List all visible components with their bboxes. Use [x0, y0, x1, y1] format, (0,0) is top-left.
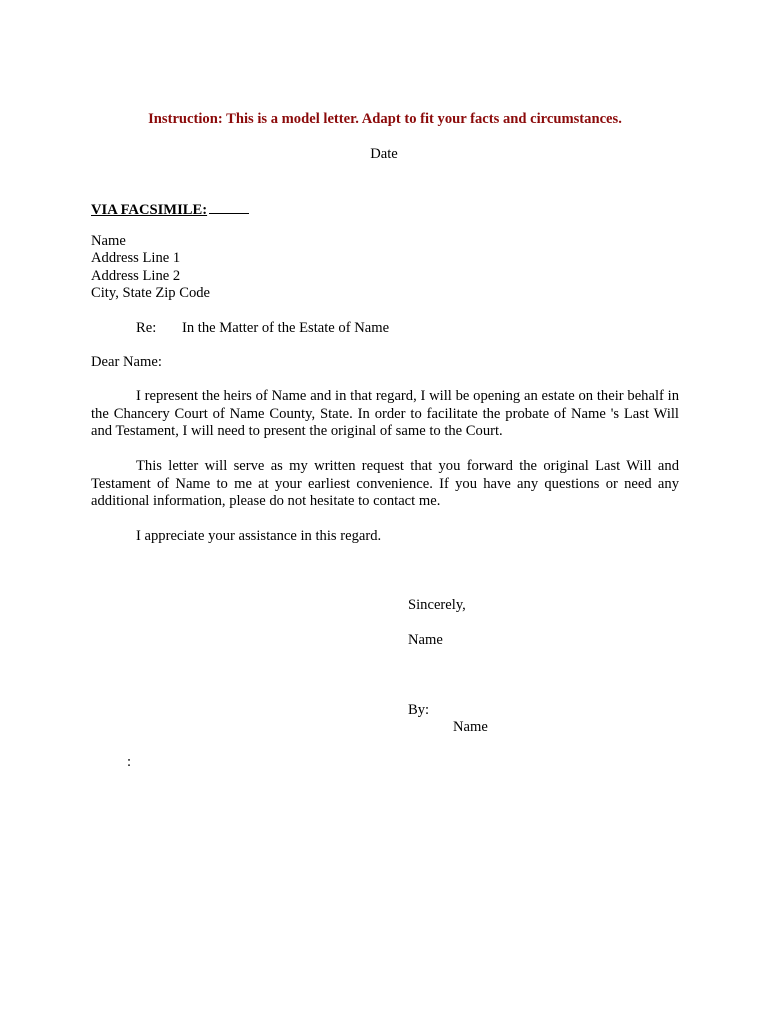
delivery-method	[91, 199, 249, 219]
recipient-city-state-zip: City, State Zip Code	[91, 285, 211, 301]
signer-name: Name	[408, 632, 443, 648]
body-paragraph-1: I represent the heirs of Name and in that regard, I will be opening an estate on their behalf in the Chancery Court of Name County, State. In order to facilitate the probate of Name 's Last Will and Testament, I will need to present the original of same to the Court.	[91, 388, 679, 439]
body-paragraph-3: I appreciate your assistance in this regard.	[136, 528, 382, 544]
letter-date: Date	[370, 146, 398, 162]
instruction-heading: Instruction: This is a model letter. Adapt to fit your facts and circumstances.	[148, 111, 622, 127]
closing: Sincerely,	[408, 597, 466, 613]
re-label: Re:	[136, 320, 157, 336]
recipient-address-line-1: Address Line 1	[91, 250, 181, 266]
fax-number-blank	[209, 199, 249, 214]
recipient-name: Name	[91, 233, 126, 249]
trailing-colon: :	[127, 754, 132, 770]
by-name: Name	[453, 719, 488, 735]
by-label: By:	[408, 702, 430, 718]
recipient-address-line-2: Address Line 2	[91, 268, 181, 284]
delivery-method-label: VIA FACSIMILE:	[91, 202, 208, 218]
salutation: Dear Name:	[91, 354, 162, 370]
body-paragraph-2: This letter will serve as my written request that you forward the original Last Will and Testament of Name to me at your earliest convenience. If you have any questions or need any additional information, please do not hesitate to contact me.	[91, 458, 679, 509]
re-subject: In the Matter of the Estate of Name	[182, 320, 390, 336]
